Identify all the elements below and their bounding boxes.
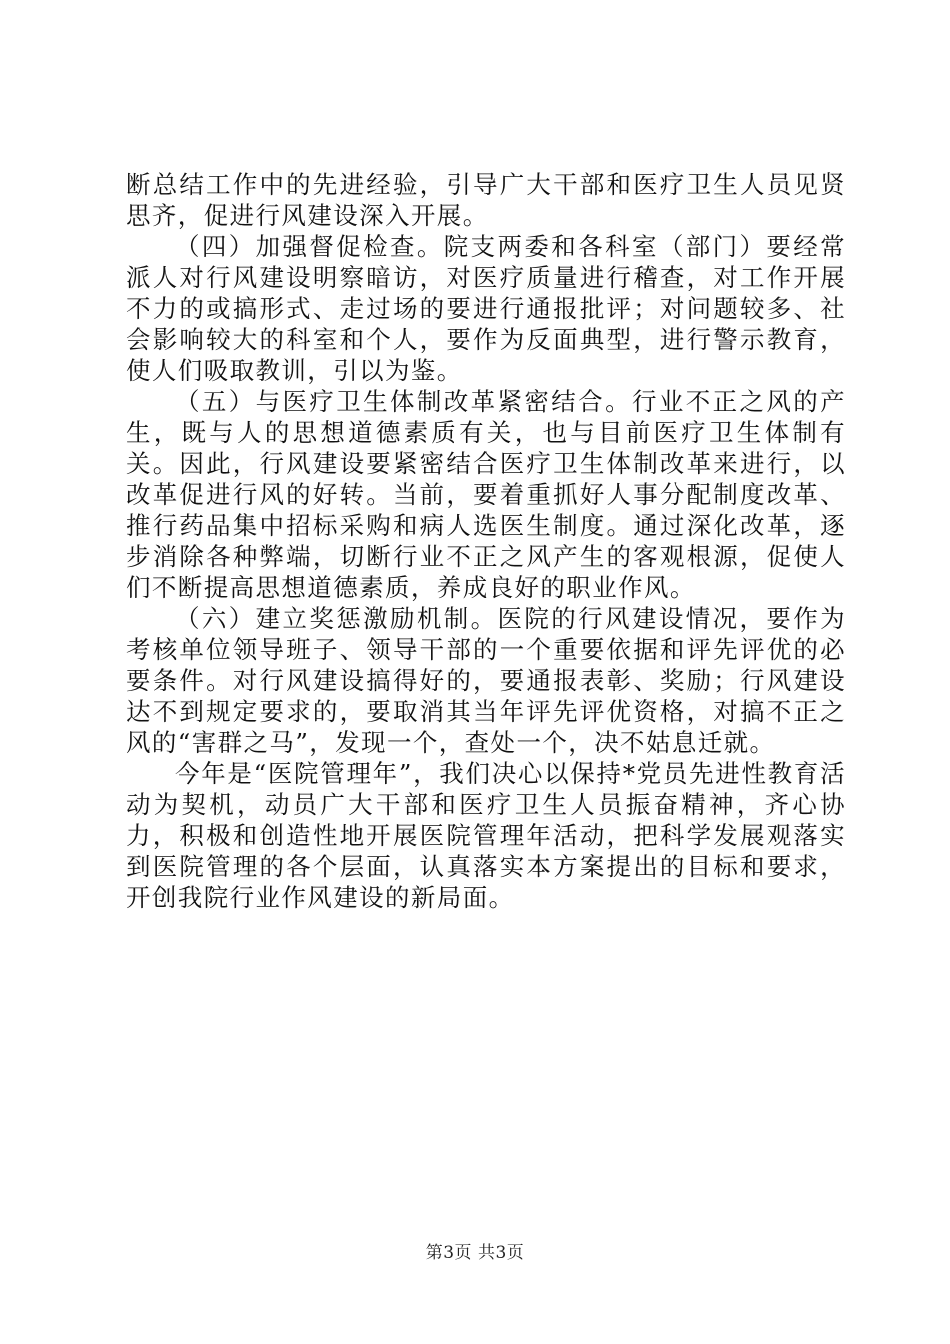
- page-number-footer: 第3页 共3页: [425, 1243, 525, 1263]
- document-body: [126, 169, 846, 913]
- paragraph-section-4: （四）加强督促检查。院支两委和各科室（部门）要经常派人对行风建设明察暗访，对医疗质量进行稽查，对工作开展不力的或搞形式、走过场的要进行通报批评；对问题较多、社会影响较大的科室和个人，要作为反面典型，进行警示教育，使人们吸取教训，引以为鉴。: [126, 232, 846, 385]
- paragraph-section-6: （六）建立奖惩激励机制。医院的行风建设情况，要作为考核单位领导班子、领导干部的一个重要依据和评先评优的必要条件。对行风建设搞得好的，要通报表彰、奖励；行风建设达不到规定要求的，要取消其当年评先评优资格，对搞不正之风的“害群之马”，发现一个，查处一个，决不姑息迁就。: [126, 604, 846, 757]
- paragraph-section-5: （五）与医疗卫生体制改革紧密结合。行业不正之风的产生，既与人的思想道德素质有关，也与目前医疗卫生体制有关。因此，行风建设要紧密结合医疗卫生体制改革来进行，以改革促进行风的好转。当前，要着重抓好人事分配制度改革、推行药品集中招标采购和病人选医生制度。通过深化改革，逐步消除各种弊端，切断行业不正之风产生的客观根源，促使人们不断提高思想道德素质，养成良好的职业作风。: [126, 387, 846, 602]
- paragraph-continuation: 断总结工作中的先进经验，引导广大干部和医疗卫生人员见贤思齐，促进行风建设深入开展。: [126, 170, 846, 230]
- paragraph-conclusion: 今年是“医院管理年”，我们决心以保持*党员先进性教育活动为契机，动员广大干部和医疗卫生人员振奋精神，齐心协力，积极和创造性地开展医院管理年活动，把科学发展观落实到医院管理的各个层面，认真落实本方案提出的目标和要求，开创我院行业作风建设的新局面。: [126, 759, 846, 912]
